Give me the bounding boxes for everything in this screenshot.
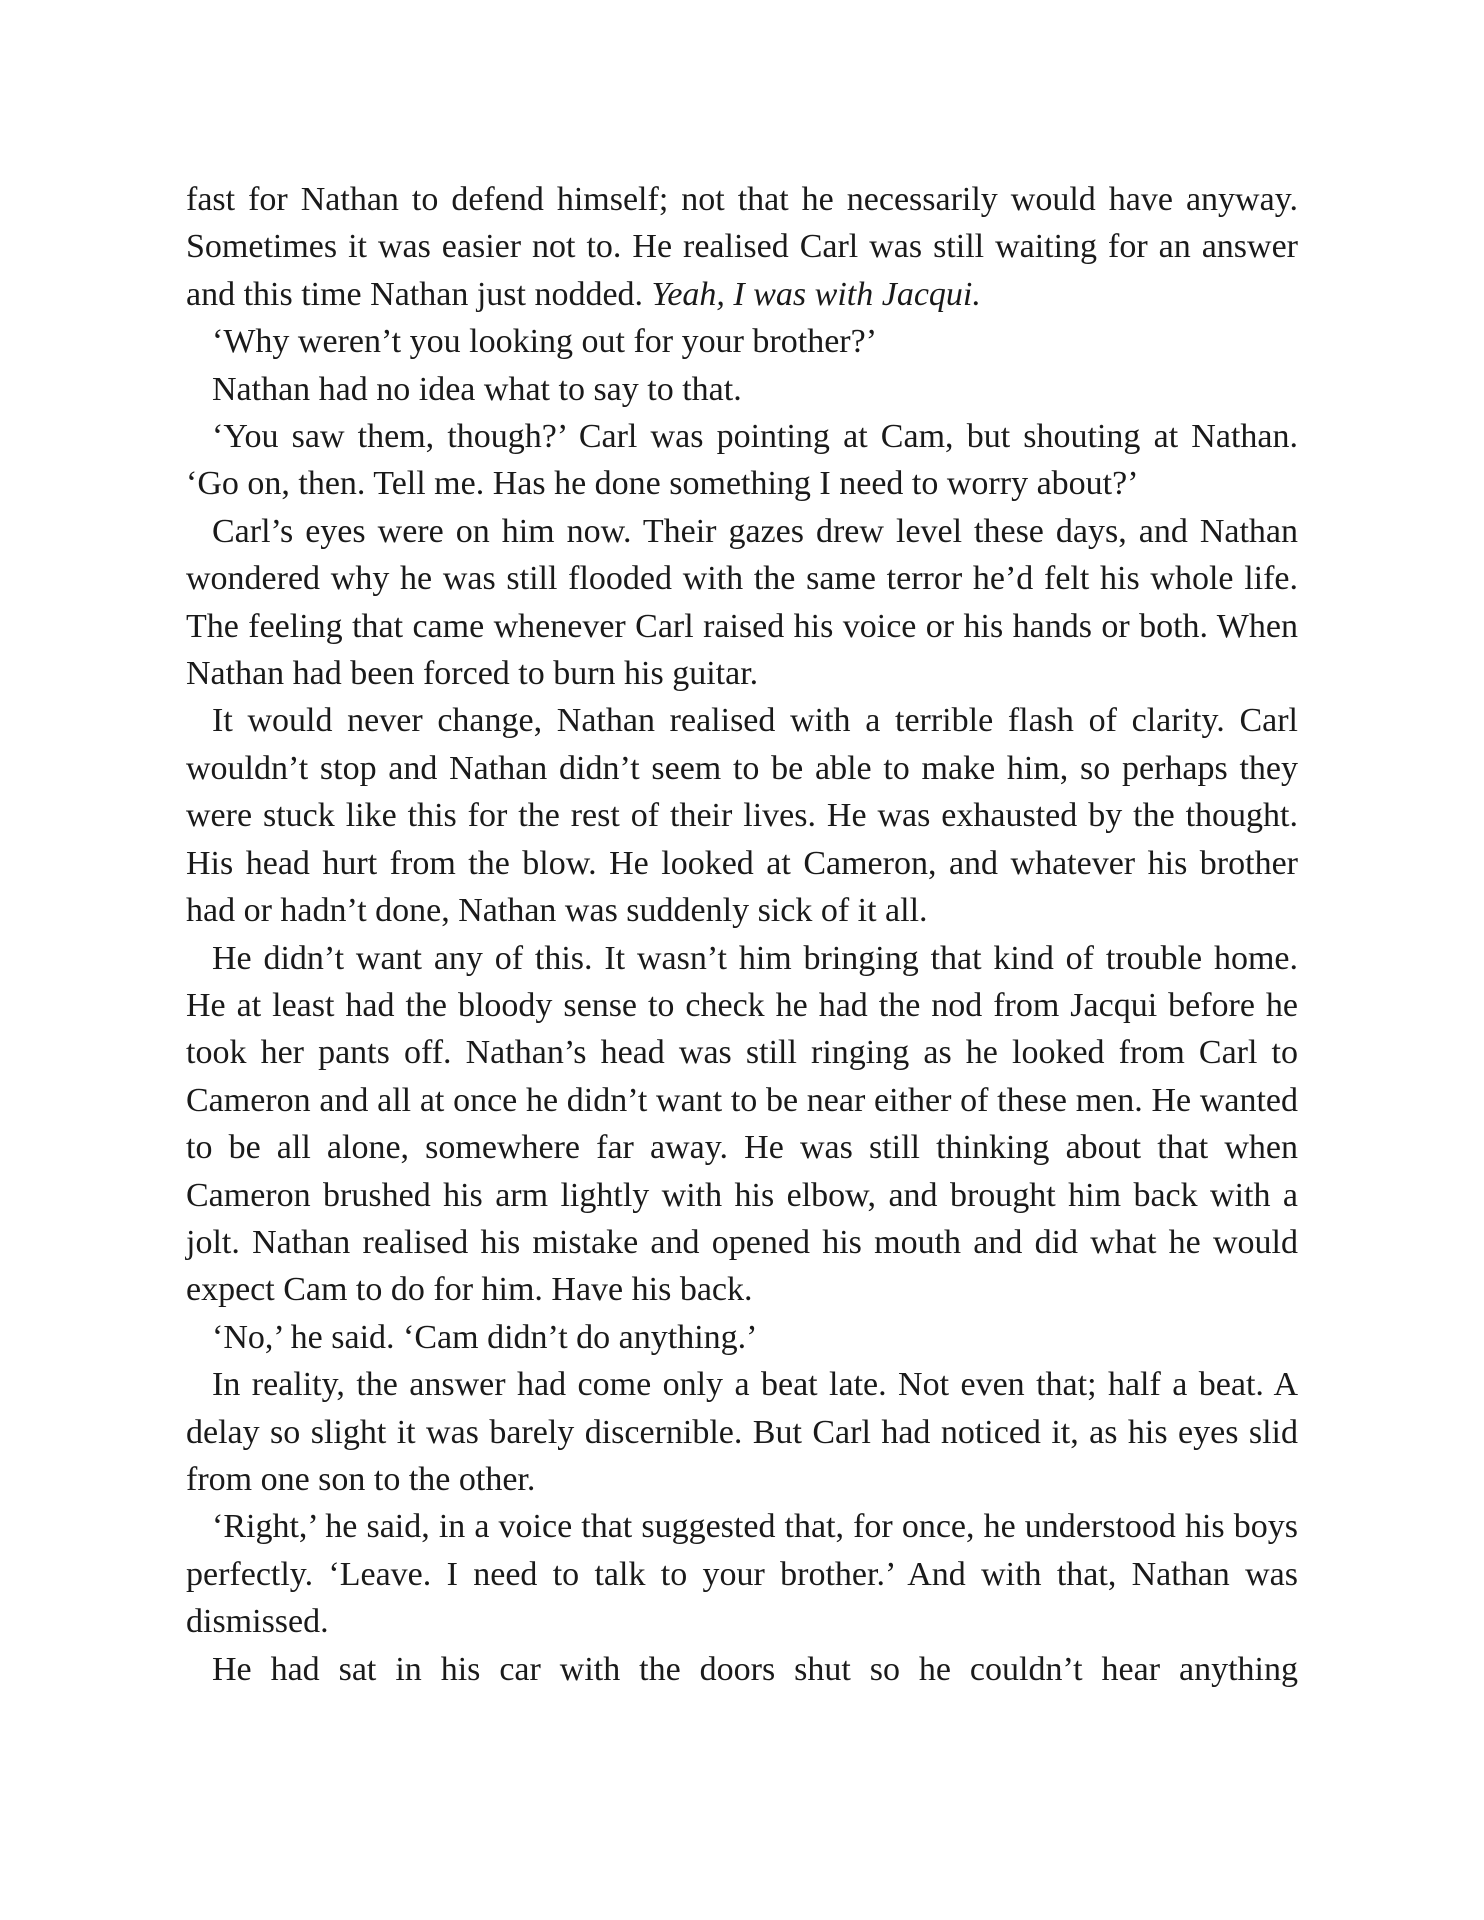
- paragraph: Nathan had no idea what to say to that.: [212, 370, 742, 408]
- italic-thought: Yeah, I was with Jacqui.: [651, 275, 981, 313]
- paragraph-continues: He had sat in his car with the doors shut so he couldn’t hear anything: [212, 1650, 1298, 1688]
- paragraph: ‘Right,’ he said, in a voice that suggested that, for once, he understood his boys perfectly. ‘Leave. I need to talk to your brother.’ And with that, Nathan was dismissed.: [186, 1508, 1298, 1641]
- paragraph-continued: [186, 176, 1298, 318]
- paragraph: ‘No,’ he said. ‘Cam didn’t do anything.’: [212, 1318, 758, 1356]
- paragraph: Carl’s eyes were on him now. Their gazes drew level these days, and Nathan wondered why he was still flooded with the same terror he’d felt his whole life. The feeling that came whenever Carl raised his voice or his hands or both. When Nathan had been forced to burn his guitar.: [186, 512, 1298, 693]
- paragraph: In reality, the answer had come only a beat late. Not even that; half a beat. A delay so slight it was barely discernible. But Carl had noticed it, as his eyes slid from one son to the other.: [186, 1366, 1298, 1498]
- paragraph: It would never change, Nathan realised with a terrible flash of clarity. Carl wouldn’t stop and Nathan didn’t seem to be able to make him, so perhaps they were stuck like this for the rest of their lives. He was exhausted by the thought. His head hurt from the blow. He looked at Cameron, and whatever his brother had or hadn’t done, Nathan was suddenly sick of it all.: [186, 702, 1298, 930]
- paragraph-text: fast for Nathan to defend himself; not that he necessarily would have anyway. Sometimes it was easier not to. He realised Carl was still waiting for an answer and this time Nathan just nodded.: [186, 181, 1298, 313]
- page-text-body: [186, 176, 1298, 1693]
- paragraph: ‘Why weren’t you looking out for your brother?’: [212, 323, 878, 361]
- paragraph: ‘You saw them, though?’ Carl was pointing at Cam, but shouting at Nathan. ‘Go on, then. Tell me. Has he done something I need to worry about?’: [186, 418, 1298, 503]
- paragraph: He didn’t want any of this. It wasn’t him bringing that kind of trouble home. He at least had the bloody sense to check he had the nod from Jacqui before he took her pants off. Nathan’s head was still ringing as he looked from Carl to Cameron and all at once he didn’t want to be near either of these men. He wanted to be all alone, somewhere far away. He was still thinking about that when Cameron brushed his arm lightly with his elbow, and brought him back with a jolt. Nathan realised his mistake and opened his mouth and did what he would expect Cam to do for him. Have his back.: [186, 939, 1298, 1309]
